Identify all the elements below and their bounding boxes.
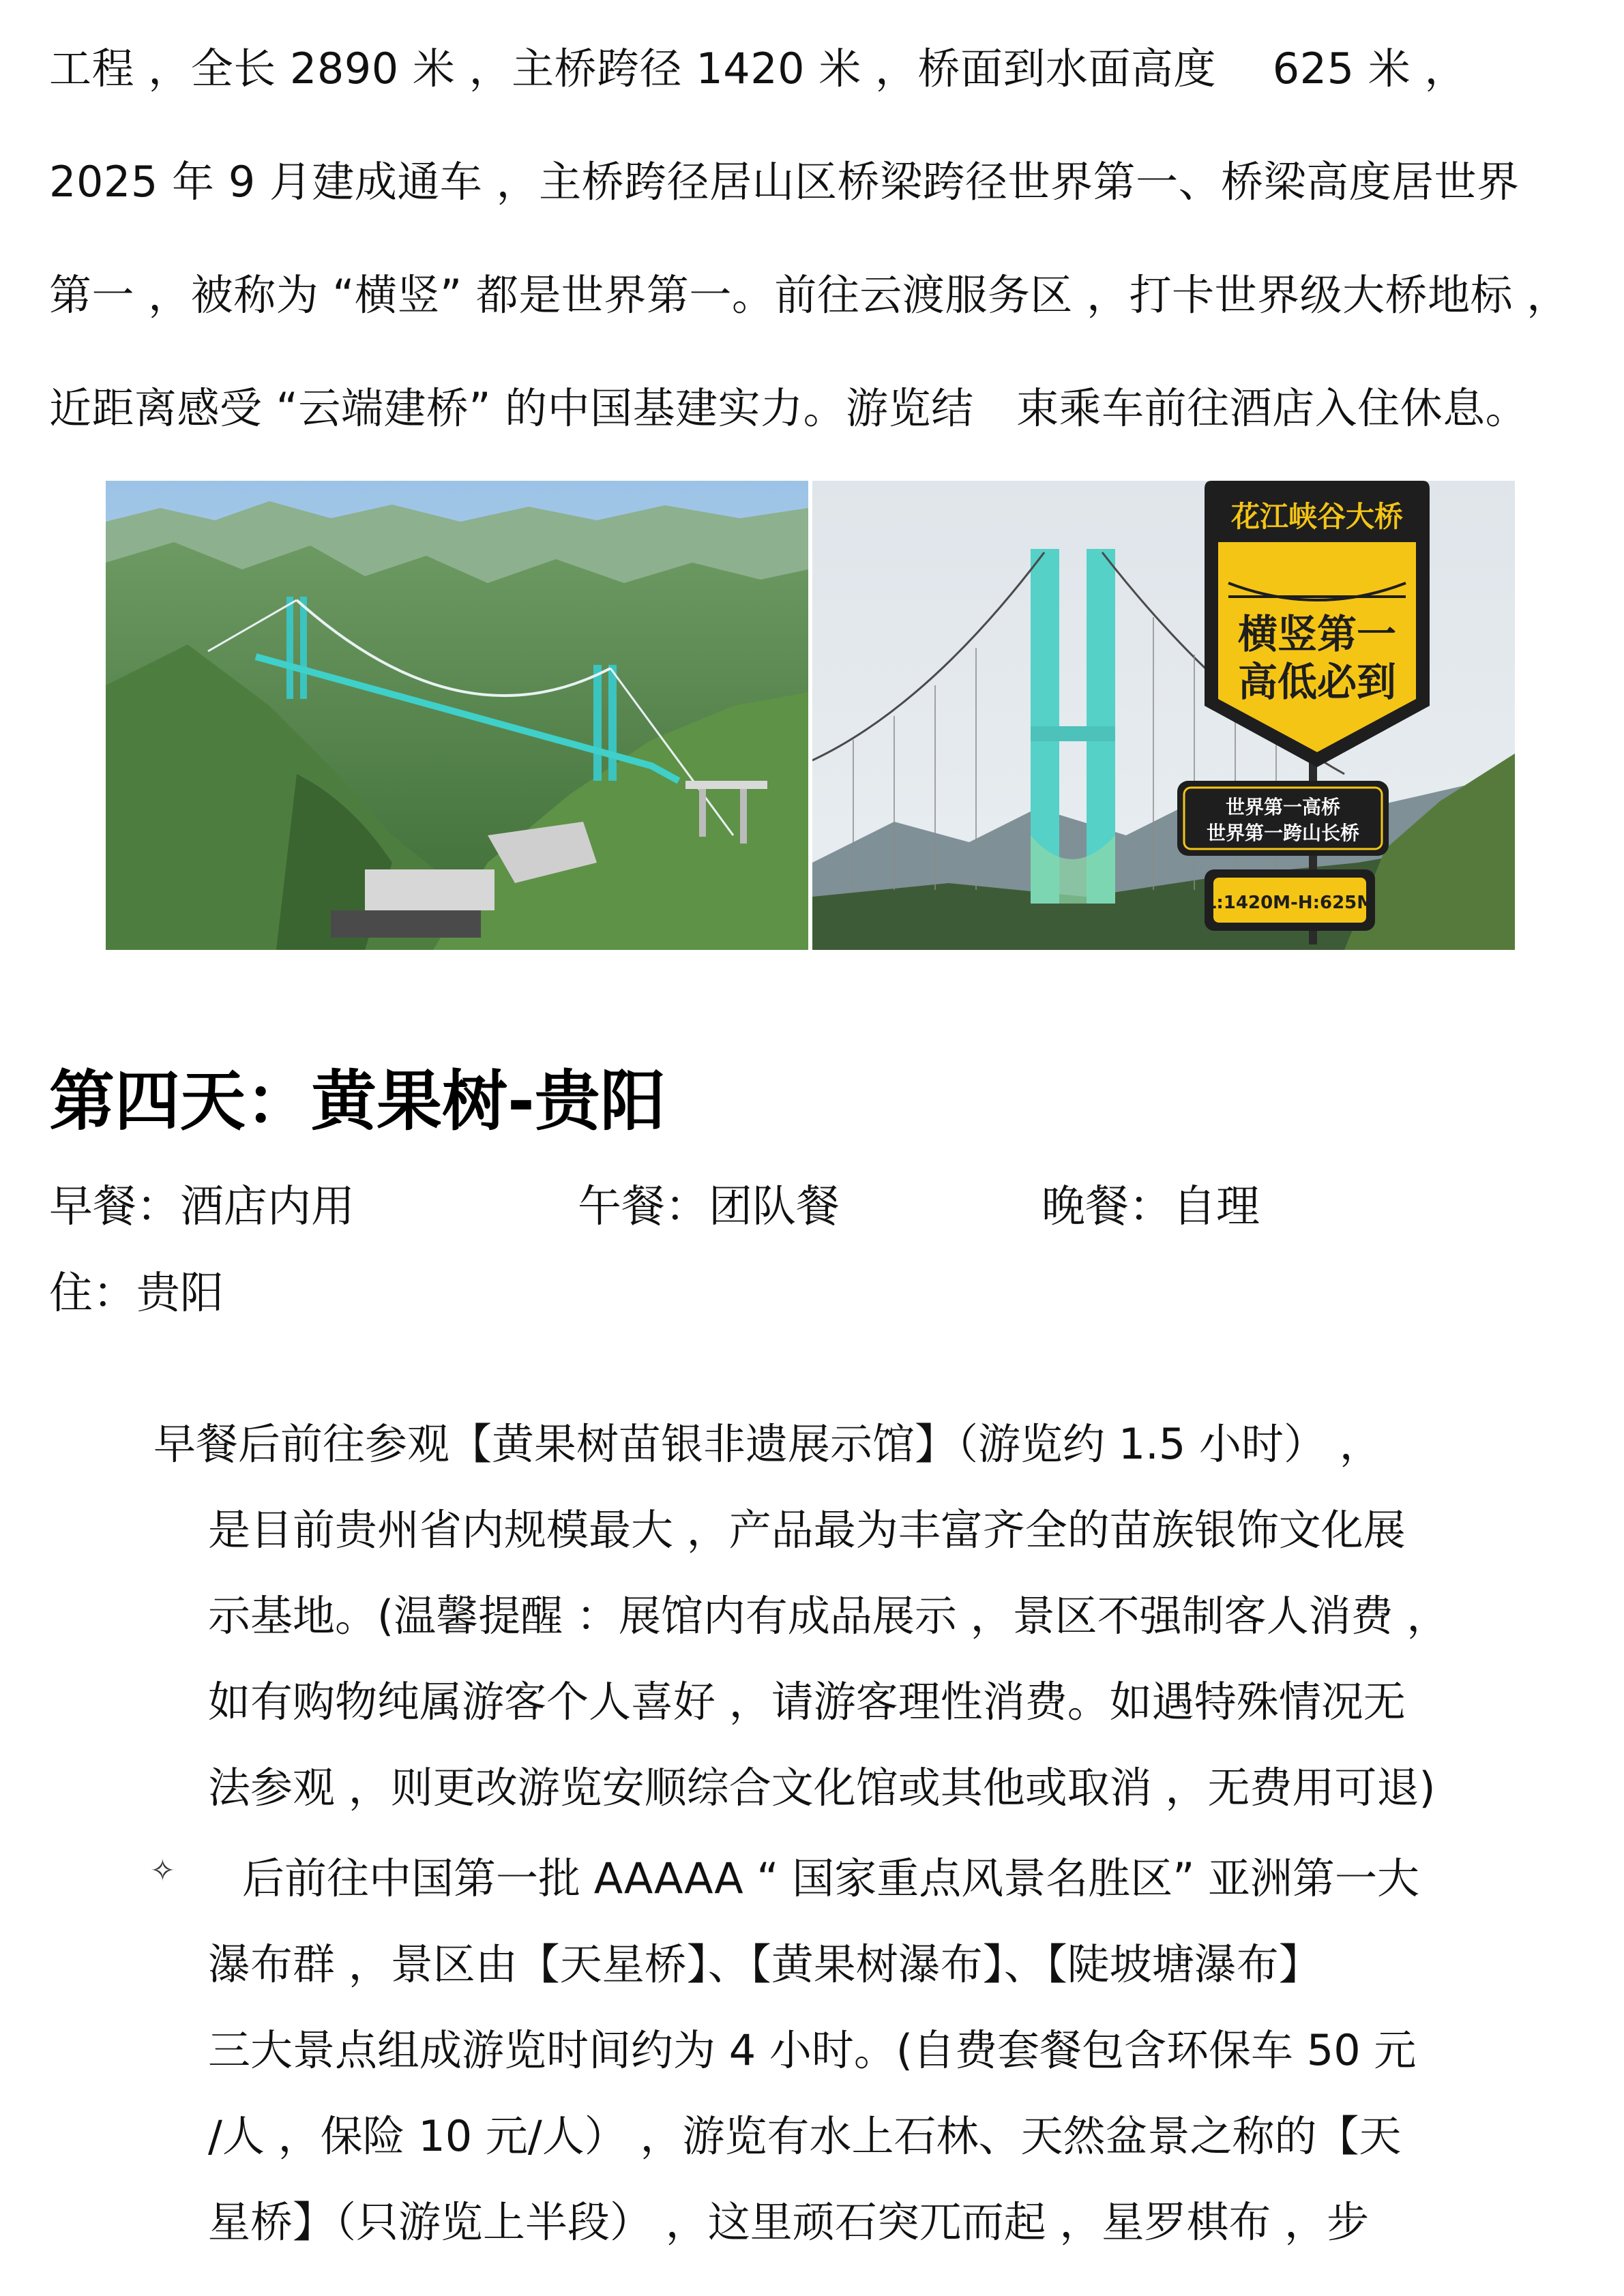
bridge-aerial-photo [106, 481, 808, 950]
paragraph-line: 早餐后前往参观【黄果树苗银非遗展示馆】（游览约 1.5 小时） ， [153, 1419, 1382, 1469]
photo-row [106, 481, 1515, 950]
dinner-info: 晚餐：自理 [1042, 1182, 1260, 1232]
bridge-sign-photo [812, 481, 1515, 950]
paragraph-line: 如有购物纯属游客个人喜好 ，请游客理性消费。如遇特殊情况无 [208, 1677, 1406, 1727]
intro-line: 近距离感受 “云端建桥” 的中国基建实力。游览结 束乘车前往酒店入住休息。 [49, 383, 1529, 433]
intro-line: 第一 ，被称为 “横竖” 都是世界第一。前往云渡服务区 ，打卡世界级大桥地标 ， [49, 270, 1569, 320]
breakfast-info: 早餐：酒店内用 [49, 1182, 355, 1232]
plate-line2: 世界第一跨山长桥 [1206, 822, 1360, 844]
intro-line: 工程 ，全长 2890 米 ，主桥跨径 1420 米 ，桥面到水面高度 625 米 ， [49, 44, 1467, 93]
paragraph-line: 星桥】（只游览上半段） ，这里顽石突兀而起 ，星罗棋布 ，步 [208, 2197, 1370, 2247]
day-heading: 第四天：黄果树-贵阳 [49, 1063, 666, 1139]
paragraph-line: 示基地。(温馨提醒 ：展馆内有成品展示 ，景区不强制客人消费 ， [208, 1591, 1449, 1641]
paragraph-line: /人 ，保险 10 元/人） ，游览有水上石林、天然盆景之称的【天 [208, 2111, 1402, 2161]
accommodation-info: 住：贵阳 [49, 1268, 224, 1319]
paragraph-line: 三大景点组成游览时间约为 4 小时。(自费套餐包含环保车 50 元 [208, 2025, 1417, 2075]
waterfall-paragraph [153, 1836, 1490, 2265]
paragraph-line: 是目前贵州省内规模最大 ，产品最为丰富齐全的苗族银饰文化展 [208, 1505, 1406, 1555]
paragraph-line: 后前往中国第一批 AAAAA “ 国家重点风景名胜区” 亚洲第一大 [242, 1853, 1420, 1903]
sign-title: 花江峡谷大桥 [1230, 500, 1404, 533]
museum-paragraph [153, 1401, 1490, 1831]
sparkle-bullet-icon: ✧ [150, 1853, 175, 1888]
sign-line1: 横竖第一 [1237, 611, 1397, 657]
plate-spec: L:1420M-H:625M [1205, 893, 1375, 913]
paragraph-line: 瀑布群 ，景区由【天星桥】、【黄果树瀑布】、【陡坡塘瀑布】 [208, 1939, 1321, 1989]
intro-line: 2025 年 9 月建成通车 ，主桥跨径居山区桥梁跨径世界第一、桥梁高度居世界 [49, 157, 1520, 207]
paragraph-line: 法参观 ，则更改游览安顺综合文化馆或其他或取消 ，无费用可退) [208, 1763, 1436, 1813]
plate-line1: 世界第一高桥 [1225, 796, 1341, 818]
sign-line2: 高低必到 [1237, 659, 1397, 705]
intro-paragraph [49, 12, 1591, 465]
lunch-info: 午餐：团队餐 [578, 1182, 840, 1232]
